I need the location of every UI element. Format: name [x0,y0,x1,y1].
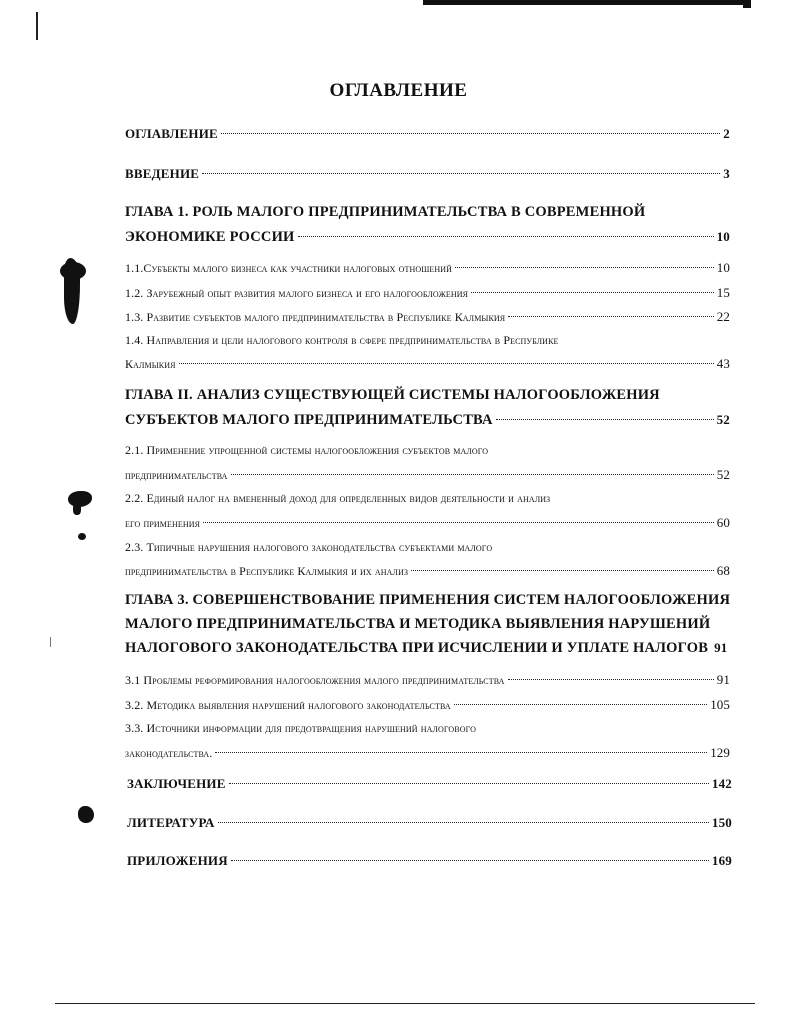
page-number: 169 [711,853,732,868]
page-number: 68 [716,563,730,578]
entry-label: его применения [125,516,201,530]
page-number: 2 [723,126,730,141]
entry-label: 1.3. Развитие субъектов малого предпринимательства в Республике Калмыкия [125,310,506,324]
toc-entry-literature[interactable] [127,815,732,831]
toc-entry-introduction[interactable] [125,166,730,182]
entry-label: Калмыкия [125,357,176,371]
scan-top-edge [423,0,743,5]
toc-entry-section-3-2[interactable] [125,697,730,713]
page-number: 150 [711,815,732,830]
entry-label: предпринимательства [125,468,228,482]
entry-label: 1.2. Зарубежный опыт развития малого бизнеса и его налогообложения [125,286,469,300]
section-3-3-title-line1[interactable]: 3.3. Источники информации для предотвращения нарушений налогового [125,721,477,735]
toc-entry-section-1-2[interactable] [125,285,730,301]
dot-leader [471,292,714,293]
page-number: 52 [716,467,730,482]
page-number: 91 [714,640,728,655]
scan-ink-blot [60,262,86,280]
toc-entry-section-2-1[interactable] [125,467,730,483]
toc-entry-chapter-2[interactable] [125,412,730,429]
page-number: 10 [716,260,730,275]
toc-entry-chapter-3[interactable] [125,640,730,657]
entry-label: 3.1 Проблемы реформирования налогообложения малого предпринимательства [125,673,505,687]
dot-leader [218,822,709,823]
entry-label: 1.1.Субъекты малого бизнеса как участники налоговых отношений [125,261,452,275]
scan-bottom-edge [55,1003,755,1004]
entry-label: ЭКОНОМИКЕ РОССИИ [125,229,295,245]
section-2-2-title-line1[interactable]: 2.2. Единый налог на вмененный доход для определенных видов деятельности и анализ [125,491,551,505]
toc-entry-conclusion[interactable] [127,776,732,792]
entry-label: предпринимательства в Республике Калмыкия и их анализ [125,564,409,578]
dot-leader [231,474,714,475]
section-2-3-title-line1[interactable]: 2.3. Типичные нарушения налогового законодательства субъектами малого [125,540,493,554]
dot-leader [215,752,707,753]
toc-entry-section-3-3[interactable] [125,745,730,761]
entry-label: ЛИТЕРАТУРА [127,815,215,830]
entry-label: законодательства. [125,746,213,760]
entry-label: ЗАКЛЮЧЕНИЕ [127,776,226,791]
dot-leader [411,570,714,571]
dot-leader [221,133,720,134]
dot-leader [508,316,714,317]
dot-leader [496,419,714,420]
entry-label: НАЛОГОВОГО ЗАКОНОДАТЕЛЬСТВА ПРИ ИСЧИСЛЕНИИ И УПЛАТЕ НАЛОГОВ [125,640,709,656]
page-number: 3 [723,166,730,181]
page-number: 43 [716,356,730,371]
toc-entry-section-1-1[interactable] [125,260,730,276]
page-number: 129 [710,745,730,760]
toc-entry-appendix[interactable] [127,853,732,869]
dot-leader [179,363,714,364]
scan-left-mark [36,12,38,40]
toc-entry-chapter-1[interactable] [125,229,730,246]
page-number: 60 [716,515,730,530]
scan-ink-blot [73,503,81,515]
scan-mark [50,637,51,647]
page-number: 10 [716,229,730,244]
scan-top-corner [743,0,751,8]
toc-entry-section-1-3[interactable] [125,309,730,325]
chapter-3-title-line2[interactable]: МАЛОГО ПРЕДПРИНИМАТЕЛЬСТВА И МЕТОДИКА ВЫЯВЛЕНИЯ НАРУШЕНИЙ [125,616,711,632]
scan-ink-blot [78,533,86,540]
page-number: 52 [716,412,730,427]
dot-leader [508,679,714,680]
section-1-4-title-line1[interactable]: 1.4. Направления и цели налогового контроля в сфере предпринимательства в Республике [125,333,559,347]
toc-entry-section-2-2[interactable] [125,515,730,531]
page-number: 15 [716,285,730,300]
entry-label: СУБЪЕКТОВ МАЛОГО ПРЕДПРИНИМАТЕЛЬСТВА [125,412,493,428]
page-number: 105 [710,697,730,712]
page-number: 142 [711,776,732,791]
dot-leader [454,704,707,705]
dot-leader [229,783,709,784]
section-2-1-title-line1[interactable]: 2.1. Применение упрощенной системы налогообложения субъектов малого [125,443,489,457]
entry-label: ОГЛАВЛЕНИЕ [125,126,218,141]
toc-entry-section-1-4[interactable] [125,356,730,372]
toc-entry-section-2-3[interactable] [125,563,730,579]
chapter-1-title-line1[interactable]: ГЛАВА 1. РОЛЬ МАЛОГО ПРЕДПРИНИМАТЕЛЬСТВА В СОВРЕМЕННОЙ [125,204,646,220]
dot-leader [203,522,714,523]
entry-label: ПРИЛОЖЕНИЯ [127,853,228,868]
dot-leader [455,267,714,268]
page-number: 91 [716,672,730,687]
dot-leader [202,173,720,174]
toc-entry-section-3-1[interactable] [125,672,730,688]
dot-leader [298,236,714,237]
entry-label: ВВЕДЕНИЕ [125,166,200,181]
chapter-2-title-line1[interactable]: ГЛАВА II. АНАЛИЗ СУЩЕСТВУЮЩЕЙ СИСТЕМЫ НАЛОГООБЛОЖЕНИЯ [125,387,660,403]
chapter-3-title-line1[interactable]: ГЛАВА 3. СОВЕРШЕНСТВОВАНИЕ ПРИМЕНЕНИЯ СИСТЕМ НАЛОГООБЛОЖЕНИЯ [125,592,731,608]
toc-entry-contents[interactable] [125,126,730,142]
scan-ink-blot [78,806,94,823]
page-title: ОГЛАВЛЕНИЕ [329,80,468,101]
page-number: 22 [716,309,730,324]
dot-leader [231,860,709,861]
entry-label: 3.2. Методика выявления нарушений налогового законодательства [125,698,451,712]
